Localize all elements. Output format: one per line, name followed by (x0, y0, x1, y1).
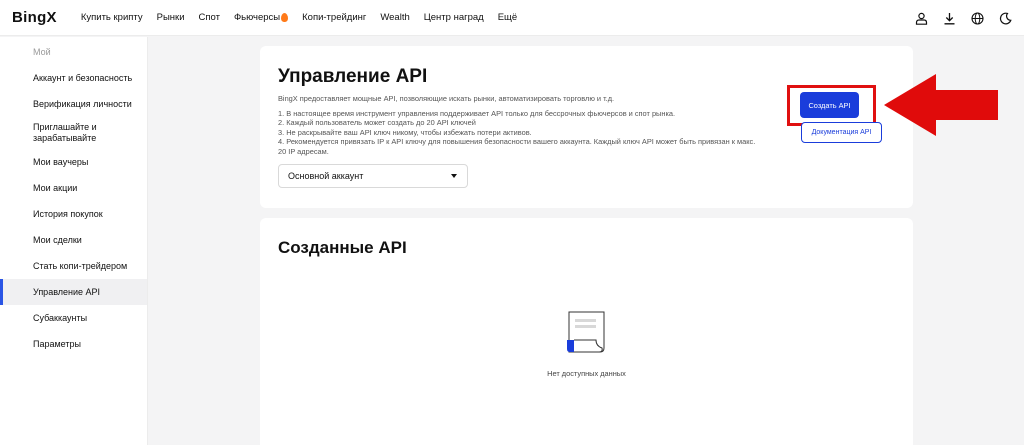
sidebar-item-subaccounts[interactable]: Субаккаунты (33, 312, 88, 323)
caret-down-icon (451, 174, 457, 178)
sidebar-item-vouchers[interactable]: Мои ваучеры (33, 156, 89, 167)
nav-copy-trading[interactable]: Копи-трейдинг (302, 12, 367, 23)
sidebar-item-settings[interactable]: Параметры (33, 338, 81, 349)
download-icon[interactable] (942, 11, 956, 25)
nav-wealth[interactable]: Wealth (380, 12, 410, 23)
nav-spot[interactable]: Спот (198, 12, 220, 23)
created-api-title: Созданные API (278, 238, 407, 257)
sidebar-item-promotions[interactable]: Мои акции (33, 182, 78, 193)
api-rule: 2. Каждый пользователь может создать до 20 API ключей (278, 118, 476, 128)
sidebar-item-purchase-history[interactable]: История покупок (33, 208, 103, 219)
api-rule: 3. Не раскрывайте ваш API ключ никому, чтобы избежать потери активов. (278, 127, 532, 137)
account-select-value: Основной аккаунт (288, 171, 364, 181)
sidebar-item-invite[interactable]: Приглашайте и зарабатывайте (33, 122, 97, 143)
account-select[interactable] (278, 164, 468, 188)
empty-state-text: Нет доступных данных (547, 369, 626, 378)
moon-icon[interactable] (998, 11, 1012, 25)
nav-rewards-center[interactable]: Центр наград (423, 12, 484, 23)
api-management-card (260, 46, 913, 208)
user-icon[interactable] (914, 11, 928, 25)
nav-markets[interactable]: Рынки (156, 12, 185, 23)
nav-more[interactable]: Ещё (497, 12, 518, 23)
nav-futures[interactable] (234, 12, 288, 23)
fire-icon (281, 13, 288, 22)
nav-menu (81, 12, 517, 23)
globe-icon[interactable] (970, 11, 984, 25)
sidebar-item-account-security[interactable]: Аккаунт и безопасность (33, 72, 133, 83)
sidebar (0, 37, 148, 445)
sidebar-item-api-management[interactable]: Управление API (0, 279, 147, 305)
page-title: Управление API (278, 66, 428, 87)
sidebar-item-verification[interactable]: Верификация личности (33, 98, 132, 109)
create-api-button[interactable]: Создать API (800, 92, 859, 118)
empty-document-icon (566, 310, 608, 354)
api-rule: 4. Рекомендуется привязать IP к API ключу для повышения безопасности вашего аккаунта. Каждый ключ API может быть привязан к макс. 20 IP адресам. (278, 137, 756, 156)
api-docs-button[interactable]: Документация API (801, 122, 882, 143)
sidebar-section-title: Мой (33, 47, 51, 57)
bingx-logo[interactable]: BingX (12, 9, 57, 26)
top-nav (0, 0, 1024, 36)
api-rule: 1. В настоящее время инструмент управления поддерживает API только для бессрочных фьючерсов и спот рынка. (278, 109, 676, 118)
created-api-card (260, 218, 913, 445)
sidebar-item-my-trades[interactable]: Мои сделки (33, 234, 82, 245)
nav-buy-crypto[interactable]: Купить крипту (80, 12, 143, 23)
nav-futures-label: Фьючерсы (233, 12, 281, 23)
annotation-arrow-icon (882, 72, 1000, 138)
nav-icons (914, 0, 1012, 36)
sidebar-item-become-copy-trader[interactable]: Стать копи-трейдером (33, 260, 128, 271)
api-description: BingX предоставляет мощные API, позволяющие искать рынки, автоматизировать торговлю и т.д. (278, 94, 615, 103)
api-rules (278, 109, 758, 156)
